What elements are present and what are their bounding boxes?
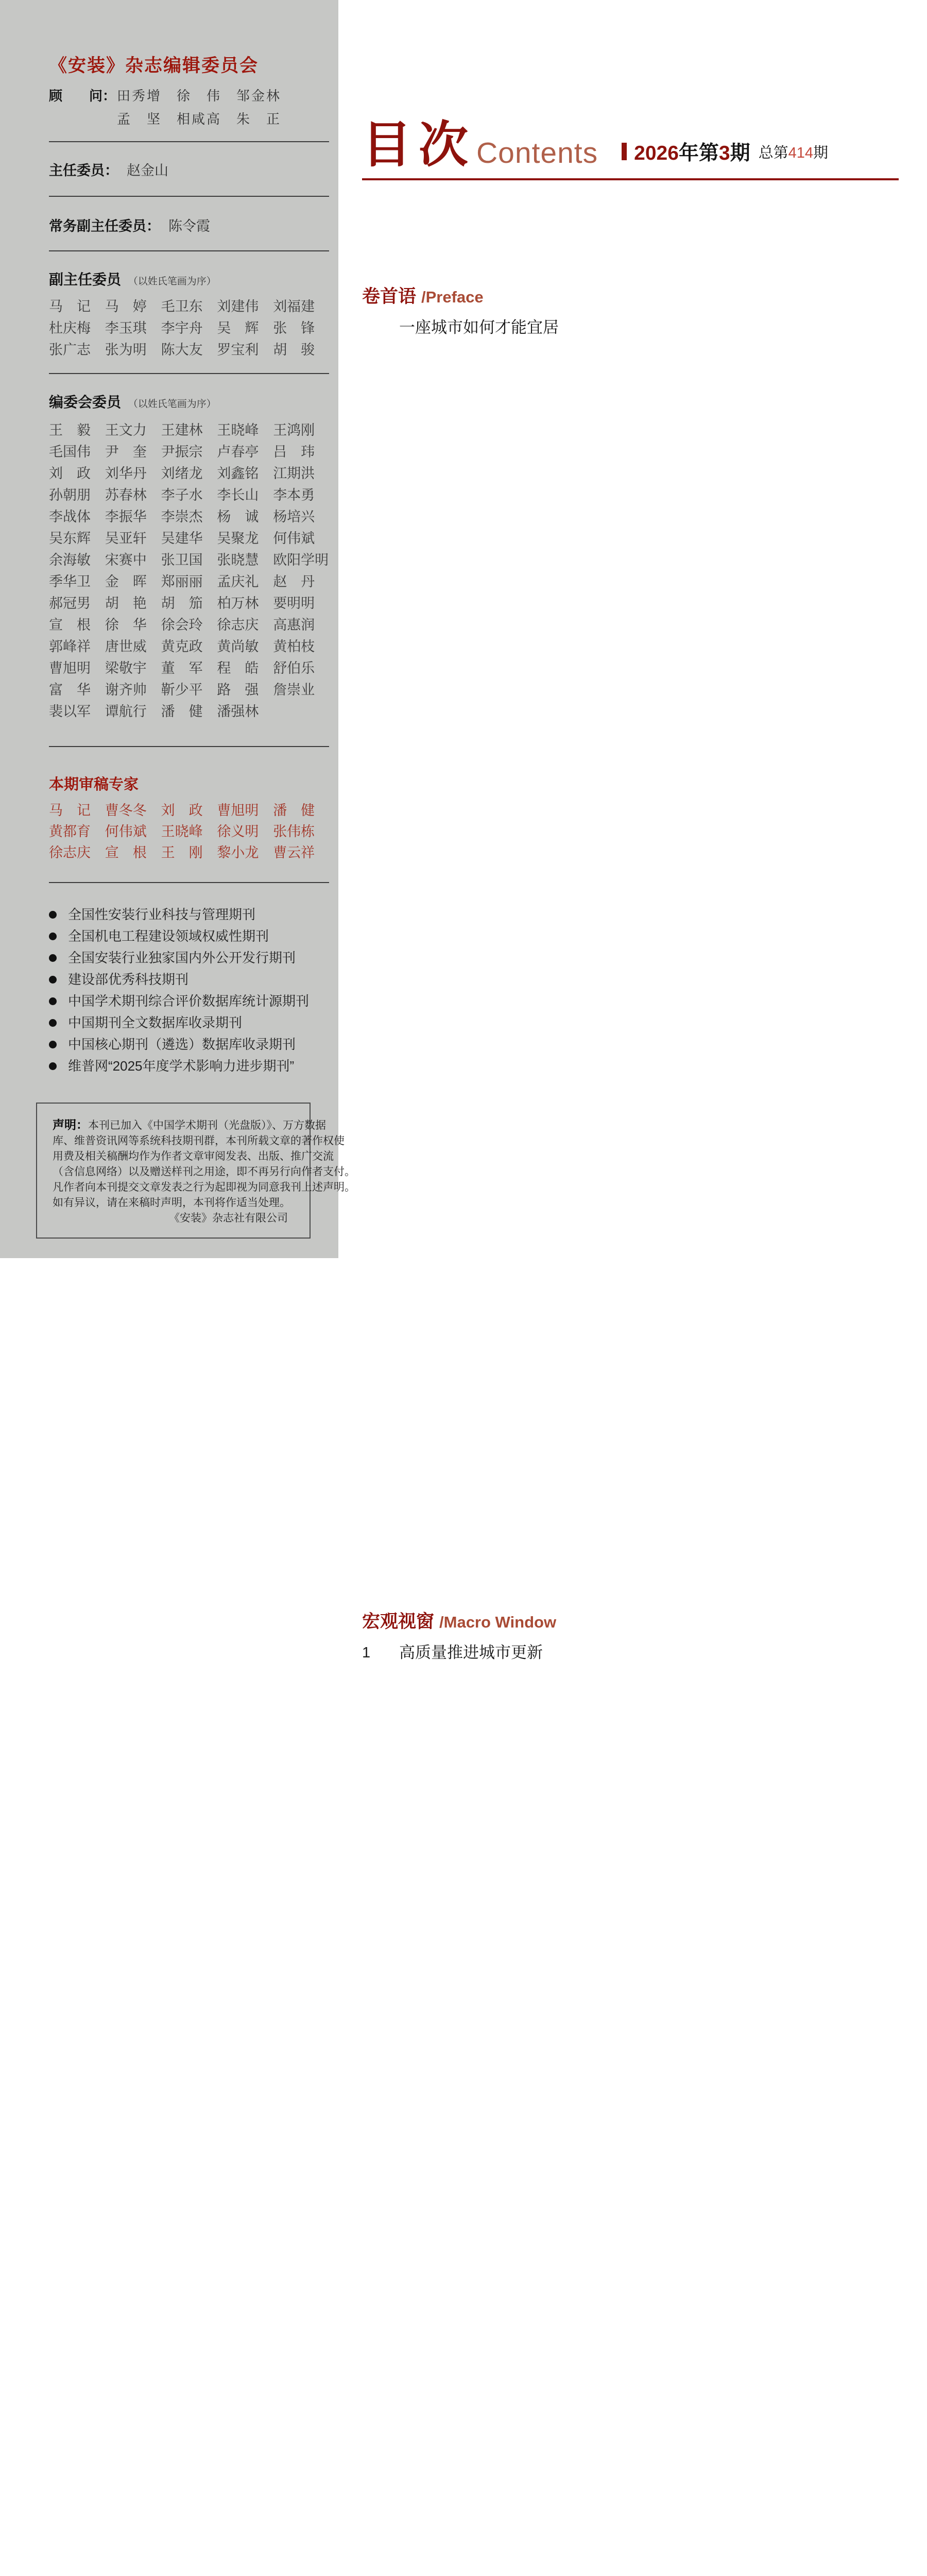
committee-member-name: 李子水 [161, 487, 203, 503]
reviewers-header: 本期审稿专家 [49, 776, 139, 793]
toc-entry [362, 1643, 899, 2576]
committee-member-name: 徐志庆 [217, 617, 259, 633]
committee-member-name: 梁敬宇 [105, 660, 147, 676]
accolade-item [49, 1037, 329, 1052]
committee-grid [49, 422, 329, 719]
reviewer-name: 何伟斌 [105, 824, 147, 839]
toc-section-title-en: /Macro Window [439, 1613, 557, 1631]
deputy-director-name: 马 婷 [105, 299, 147, 314]
accolade-text: 中国核心期刊（遴选）数据库收录期刊 [68, 1037, 296, 1052]
committee-member-name: 杨 诚 [217, 509, 259, 524]
reviewer-name: 曹云祥 [273, 845, 315, 860]
committee-member-name: 黄尚敏 [217, 639, 259, 654]
issue-total-suffix: 期 [813, 144, 829, 161]
accolade-item [49, 907, 329, 922]
statement-line: 如有异议，请在来稿时声明，本刊将作适当处理。 [53, 1197, 290, 1209]
committee-member-name: 胡 笳 [161, 596, 203, 611]
editorial-board-title: 《安装》杂志编辑委员会 [49, 56, 259, 76]
accolade-item [49, 928, 329, 944]
committee-member-name: 李本勇 [273, 487, 315, 503]
committee-label: 编委会委员 [49, 394, 122, 410]
advisors-names-line2: 孟 坚 相咸高 朱 正 [117, 111, 282, 127]
committee-member-name: 吕 玮 [273, 444, 315, 460]
committee-member-name: 刘华丹 [105, 466, 147, 481]
bullet-dot-icon [49, 1041, 57, 1048]
divider [49, 196, 329, 197]
issue-mid1: 年第 [678, 142, 719, 164]
committee-member-name: 欧阳学明 [273, 552, 329, 568]
advisors-label-spacer [49, 108, 117, 131]
committee-member-name: 王晓峰 [217, 422, 259, 438]
committee-member-name: 要明明 [273, 596, 315, 611]
committee-member-name: 张卫国 [161, 552, 203, 568]
deputy-director-name: 张广志 [49, 342, 91, 358]
executive-deputy-row [49, 218, 329, 234]
accolade-item [49, 972, 329, 987]
committee-member-name: 江期洪 [273, 466, 315, 481]
deputy-director-name: 刘建伟 [217, 299, 259, 314]
statement-line: （含信息网络）以及赠送样刊之用途，即不再另行向作者支付。 [53, 1166, 355, 1178]
committee-member-name: 毛国伟 [49, 444, 91, 460]
committee-member-name: 李战体 [49, 509, 91, 524]
committee-member-name: 富 华 [49, 682, 91, 698]
committee-member-name: 宣 根 [49, 617, 91, 633]
contents-title-zh: 目次 [362, 117, 475, 173]
committee-member-name: 靳少平 [161, 682, 203, 698]
header-rule [362, 178, 899, 180]
deputy-director-name: 杜庆梅 [49, 320, 91, 336]
committee-member-name: 尹振宗 [161, 444, 203, 460]
committee-member-name: 李振华 [105, 509, 147, 524]
committee-member-name: 高惠润 [273, 617, 315, 633]
executive-deputy-label: 常务副主任委员： [49, 218, 160, 234]
committee-member-name: 唐世威 [105, 639, 147, 654]
committee-member-name: 路 强 [217, 682, 259, 698]
advisors-label: 顾 问： [49, 88, 116, 104]
reviewer-name: 王晓峰 [161, 824, 203, 839]
committee-member-name: 舒伯乐 [273, 660, 315, 676]
committee-member-name: 黄克政 [161, 639, 203, 654]
deputy-director-name: 毛卫东 [161, 299, 203, 314]
toc-section-title-zh: 宏观视窗 [362, 1612, 435, 1632]
committee-member-name: 郝冠男 [49, 596, 91, 611]
committee-member-name: 宋赛中 [105, 552, 147, 568]
committee-member-name: 吴东辉 [49, 531, 91, 546]
statement-line: 用费及相关稿酬均作为作者文章审阅发表、出版、推广交流 [53, 1150, 334, 1162]
issue-total-label: 总第 [758, 144, 788, 161]
deputy-director-name: 罗宝利 [217, 342, 259, 358]
accolade-text: 建设部优秀科技期刊 [68, 972, 189, 987]
toc-entry-page: 1 [362, 1643, 399, 2576]
reviewer-name: 潘 健 [273, 803, 315, 818]
accolade-text: 全国安装行业独家国内外公开发行期刊 [68, 950, 296, 965]
committee-member-name: 王 毅 [49, 422, 91, 438]
deputy-directors-header [49, 271, 329, 291]
committee-member-name: 曹旭明 [49, 660, 91, 676]
divider [49, 746, 329, 747]
committee-header [49, 394, 329, 413]
director-name: 赵金山 [127, 163, 168, 178]
toc-section-title-en: /Preface [421, 288, 484, 306]
committee-member-name: 卢春亭 [217, 444, 259, 460]
committee-member-name: 黄柏枝 [273, 639, 315, 654]
accolade-item [49, 993, 329, 1009]
committee-member-name: 李崇杰 [161, 509, 203, 524]
toc-section-header [362, 286, 899, 308]
deputy-director-name: 刘福建 [273, 299, 315, 314]
committee-member-name: 季华卫 [49, 574, 91, 589]
deputy-director-name: 陈大友 [161, 342, 203, 358]
statement-line [53, 1117, 326, 1133]
committee-member-name: 李长山 [217, 487, 259, 503]
deputy-director-name: 张 锋 [273, 320, 315, 336]
toc-entry-title: 高质量推进城市更新 [399, 1643, 543, 1662]
committee-member-name: 谭航行 [105, 704, 147, 719]
copyright-statement-box [36, 1103, 355, 1239]
committee-member-name: 徐 华 [105, 617, 147, 633]
toc-section-title-zh: 卷首语 [362, 286, 417, 307]
advisors-row [49, 108, 329, 131]
statement-line: 库、维普资讯网等系统科技期刊群，本刊所载文章的著作权使 [53, 1135, 345, 1147]
toc-entry-title: 一座城市如何才能宜居 [399, 318, 559, 336]
committee-member-name: 程 皓 [217, 660, 259, 676]
deputy-director-name: 胡 骏 [273, 342, 315, 358]
committee-member-name: 潘强林 [217, 704, 259, 719]
committee-member-name: 杨培兴 [273, 509, 315, 524]
committee-member-name: 吴亚轩 [105, 531, 147, 546]
editorial-board-content [0, 0, 355, 1239]
committee-member-name: 孙朝朋 [49, 487, 91, 503]
reviewer-name: 刘 政 [161, 803, 203, 818]
deputy-director-name: 马 记 [49, 299, 91, 314]
committee-member-name: 郭峰祥 [49, 639, 91, 654]
deputy-director-name: 吴 辉 [217, 320, 259, 336]
reviewers-grid [49, 803, 329, 860]
committee-member-name: 赵 丹 [273, 574, 315, 589]
reviewer-name: 徐志庆 [49, 845, 91, 860]
committee-member-name: 柏万林 [217, 596, 259, 611]
committee-member-name: 郑丽丽 [161, 574, 203, 589]
journal-accolades-list [49, 907, 329, 1074]
issue-info [622, 137, 828, 166]
reviewer-name: 宣 根 [105, 845, 147, 860]
divider [49, 141, 329, 142]
toc-section-header [362, 1612, 899, 1633]
committee-member-name: 刘 政 [49, 466, 91, 481]
accolade-text: 全国机电工程建设领域权威性期刊 [68, 928, 269, 944]
issue-mid2: 期 [730, 142, 750, 164]
deputy-directors-grid [49, 299, 329, 358]
committee-member-name: 刘绪龙 [161, 466, 203, 481]
committee-member-name: 尹 奎 [105, 444, 147, 460]
director-row [49, 163, 329, 178]
committee-member-name: 苏春林 [105, 487, 147, 503]
bullet-dot-icon [49, 1019, 57, 1027]
committee-note: （以姓氏笔画为序） [128, 399, 216, 410]
toc-section [362, 1612, 899, 2576]
toc-entry-page [362, 318, 399, 1577]
deputy-directors-note: （以姓氏笔画为序） [128, 276, 216, 287]
issue-no: 3 [718, 142, 730, 164]
bullet-dot-icon [49, 933, 57, 940]
advisors-block [49, 84, 329, 131]
committee-member-name: 吴聚龙 [217, 531, 259, 546]
accolade-text: 中国学术期刊综合评价数据库统计源期刊 [68, 993, 310, 1009]
bullet-dot-icon [49, 997, 57, 1005]
deputy-director-name: 张为明 [105, 342, 147, 358]
director-label: 主任委员： [49, 163, 118, 178]
statement-text: 本刊已加入《中国学术期刊（光盘版）》、万方数据 [88, 1120, 326, 1131]
accolade-item [49, 950, 329, 965]
statement-signature: 《安装》杂志社有限公司 [169, 1212, 288, 1224]
committee-member-name: 张晓慧 [217, 552, 259, 568]
committee-member-name: 潘 健 [161, 704, 203, 719]
committee-member-name: 王建林 [161, 422, 203, 438]
accolade-text: 维普网“2025年度学术影响力进步期刊” [68, 1058, 295, 1074]
reviewer-name: 张伟栋 [273, 824, 315, 839]
accolade-text: 全国性安装行业科技与管理期刊 [68, 907, 256, 922]
deputy-director-name: 李玉琪 [105, 320, 147, 336]
toc-sections [362, 286, 899, 2576]
accolade-item [49, 1058, 329, 1074]
bullet-dot-icon [49, 976, 57, 984]
committee-member-name: 刘鑫铭 [217, 466, 259, 481]
reviewer-name: 曹旭明 [217, 803, 259, 818]
committee-member-name: 何伟斌 [273, 531, 315, 546]
committee-member-name: 胡 艳 [105, 596, 147, 611]
advisors-row [49, 84, 329, 108]
deputy-director-name: 李宇舟 [161, 320, 203, 336]
editorial-board-panel [0, 0, 355, 1258]
reviewer-name: 马 记 [49, 803, 91, 818]
accolade-item [49, 1015, 329, 1030]
committee-member-name: 董 军 [161, 660, 203, 676]
committee-member-name: 王鸿刚 [273, 422, 315, 438]
contents-title-en: Contents [476, 137, 598, 170]
bullet-dot-icon [49, 911, 57, 919]
statement-label: 声明： [53, 1118, 88, 1131]
reviewer-name: 黎小龙 [217, 845, 259, 860]
divider [49, 373, 329, 374]
committee-member-name: 孟庆礼 [217, 574, 259, 589]
issue-total-no: 414 [788, 144, 814, 161]
reviewer-name: 徐义明 [217, 824, 259, 839]
issue-total [759, 141, 828, 162]
reviewer-name: 黄都育 [49, 824, 91, 839]
committee-member-name: 余海敏 [49, 552, 91, 568]
committee-member-name: 吴建华 [161, 531, 203, 546]
deputy-directors-label: 副主任委员 [49, 272, 122, 287]
toc-entry [362, 318, 899, 1577]
issue-year: 2026 [634, 142, 679, 164]
committee-member-name: 裴以军 [49, 704, 91, 719]
contents-column [362, 0, 899, 2576]
committee-member-name: 金 晖 [105, 574, 147, 589]
committee-member-name: 谢齐帅 [105, 682, 147, 698]
reviewer-name: 王 刚 [161, 845, 203, 860]
divider [49, 882, 329, 883]
statement-line: 凡作者向本刊提交文章发表之行为起即视为同意我刊上述声明。 [53, 1181, 355, 1193]
executive-deputy-name: 陈令霞 [168, 218, 210, 234]
bullet-dot-icon [49, 1062, 57, 1070]
bullet-dot-icon [49, 954, 57, 962]
divider [49, 250, 329, 251]
committee-member-name: 詹崇业 [273, 682, 315, 698]
toc-section [362, 286, 899, 1577]
issue-divider-bar-icon [622, 143, 627, 160]
contents-header [362, 0, 899, 171]
advisors-names-line1: 田秀增 徐 伟 邹金林 [117, 88, 282, 104]
accolade-text: 中国期刊全文数据库收录期刊 [68, 1015, 243, 1030]
reviewer-name: 曹冬冬 [105, 803, 147, 818]
committee-member-name: 王文力 [105, 422, 147, 438]
committee-member-name: 徐会玲 [161, 617, 203, 633]
issue-number [634, 137, 750, 166]
